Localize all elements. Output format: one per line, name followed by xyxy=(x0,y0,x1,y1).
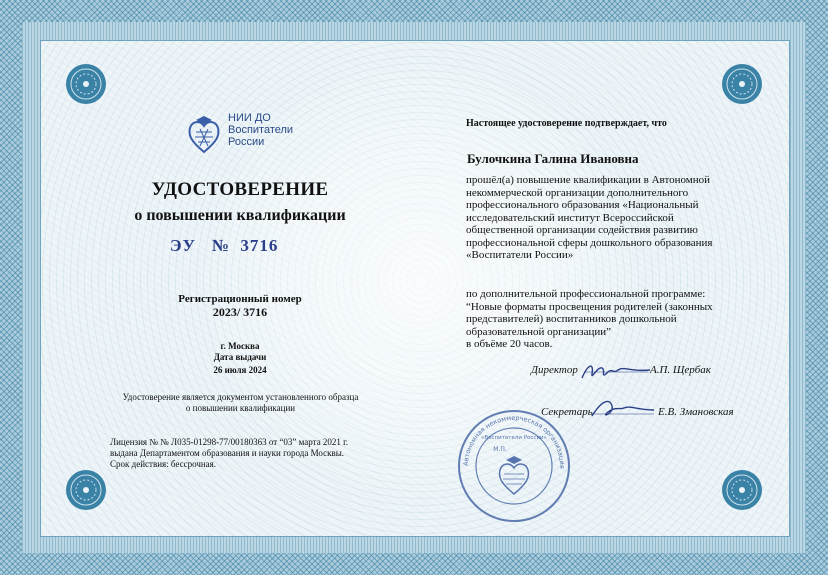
note-line-1: Удостоверение является документом установленного образца xyxy=(122,392,359,402)
certificate-intro: Настоящее удостоверение подтверждает, что xyxy=(466,118,667,129)
number-sign: № xyxy=(211,236,230,255)
license-line-2: выдана Департаментом образования и науки города Москвы. xyxy=(110,448,345,458)
para1-line: профессиональной сферы дошкольного образования xyxy=(466,236,713,249)
stamp-mp: М.П. xyxy=(493,446,507,453)
para1-line: профессионального образования «Национальный xyxy=(466,199,699,211)
secretary-name: Е.В. Змановская xyxy=(658,406,734,418)
stamp-outer-text: Автономная некоммерческая организация xyxy=(461,413,567,469)
heart-logo-icon xyxy=(186,112,222,156)
logo-line-2: Воспитатели xyxy=(228,124,294,136)
certificate-subtitle: о повышении квалификации xyxy=(134,207,346,224)
certificate-note xyxy=(98,392,383,414)
license-line-1: Лицензия № № Л035-01298-77/00180363 от “03” марта 2021 г. xyxy=(110,437,349,447)
license-info xyxy=(110,437,380,470)
program-paragraph xyxy=(466,288,746,351)
logo-line-3: России xyxy=(228,136,265,148)
certificate-title: УДОСТОВЕРЕНИЕ xyxy=(151,179,329,200)
para2-line: образовательной организации” xyxy=(466,325,612,338)
certificate-number xyxy=(170,236,278,256)
issue-block xyxy=(120,341,360,376)
director-label: Директор xyxy=(531,364,578,376)
qualification-paragraph xyxy=(466,174,746,262)
stamp-heart-icon xyxy=(500,456,529,494)
para1-line: некоммерческой организации дополнительного xyxy=(466,186,689,199)
director-name: А.П. Щербак xyxy=(650,364,711,376)
issue-label: Дата выдачи xyxy=(213,352,267,362)
logo-text xyxy=(228,112,293,148)
registration-number: 2023/ 3716 xyxy=(212,305,268,319)
issue-date: 26 июля 2024 xyxy=(213,365,267,375)
para1-line: прошёл(а) повышение квалификации в Автономной xyxy=(466,174,711,186)
recipient-name: Булочкина Галина Ивановна xyxy=(467,151,639,166)
registration-block xyxy=(120,293,360,319)
logo-line-1: НИИ ДО xyxy=(228,112,271,124)
secretary-label: Секретарь xyxy=(541,406,593,418)
para1-line: «Воспитатели России» xyxy=(466,249,574,261)
registration-label: Регистрационный номер xyxy=(178,293,302,305)
certificate-series: ЭУ xyxy=(170,236,197,255)
para2-line: представителей) воспитанников дошкольной xyxy=(466,313,677,325)
para2-line: “Новые форматы просвещения родителей (законных xyxy=(466,300,713,313)
note-line-2: о повышении квалификации xyxy=(185,403,296,413)
para2-line: по дополнительной профессиональной программе: xyxy=(466,288,706,300)
license-line-3: Срок действия: бессрочная. xyxy=(110,459,217,469)
number-value: 3716 xyxy=(240,236,279,255)
issue-city: г. Москва xyxy=(220,341,260,351)
para2-line: в объёме 20 часов. xyxy=(466,338,553,350)
director-signature xyxy=(578,358,652,384)
secretary-signature xyxy=(588,396,656,422)
stamp-middle-text: «Воспитатели России» xyxy=(481,435,547,441)
official-stamp xyxy=(456,408,572,524)
para1-line: исследовательский институт Всероссийской xyxy=(466,211,674,224)
para1-line: общественной организации содействия развитию xyxy=(466,224,698,236)
organization-logo xyxy=(186,112,296,156)
